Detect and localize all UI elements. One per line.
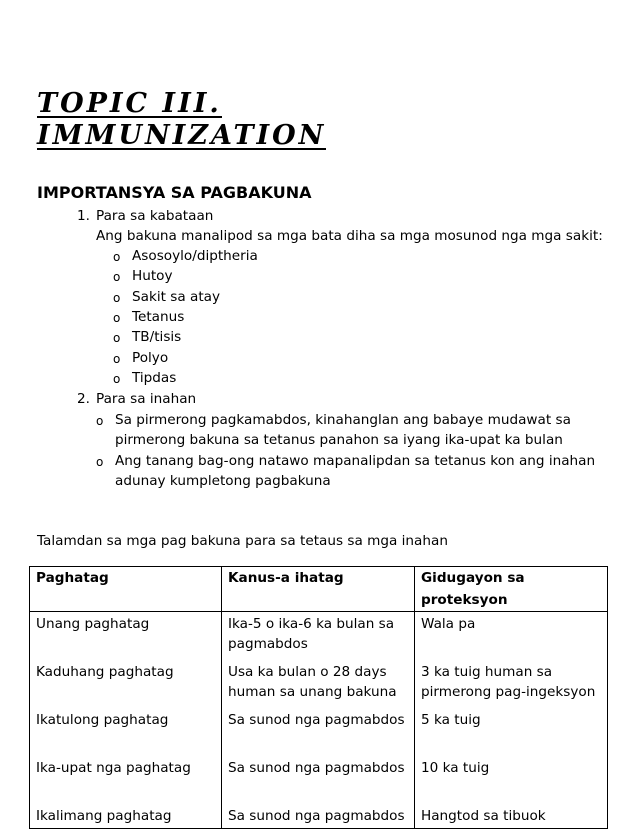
topic-title xyxy=(37,90,597,150)
list-item-continuation: pirmerong bakuna sa tetanus panahon sa iyang ika-upat ka bulan xyxy=(115,432,563,448)
table-row xyxy=(30,708,608,756)
immunization-table xyxy=(29,566,608,829)
column-header: Kanus-a ihatag xyxy=(222,567,415,612)
list-item-continuation: adunay kumpletong pagbakuna xyxy=(115,473,331,489)
table-cell xyxy=(30,804,222,829)
cell-line: Sa sunod nga pagmabdos xyxy=(228,808,405,824)
cell-line: pagmabdos xyxy=(228,636,308,652)
table-cell xyxy=(415,756,608,804)
table-row xyxy=(30,612,608,661)
cell-line: human sa unang bakuna xyxy=(228,684,397,700)
list-item: TB/tisis xyxy=(132,329,182,345)
table-cell xyxy=(222,804,415,829)
column-header: Paghatag xyxy=(30,567,222,612)
table-row xyxy=(30,804,608,829)
table-row xyxy=(30,756,608,804)
cell-line xyxy=(36,730,215,750)
cell-line: Ikatulong paghatag xyxy=(36,712,169,728)
table-cell xyxy=(415,804,608,829)
bullet-marker: o xyxy=(113,331,121,345)
table-header-row xyxy=(30,567,608,612)
table-cell xyxy=(222,612,415,661)
bullet-marker: o xyxy=(96,414,104,428)
topic-title-line2: IMMUNIZATION xyxy=(37,120,327,151)
cell-line: Ika-5 o ika-6 ka bulan sa xyxy=(228,616,395,632)
list-item: Polyo xyxy=(132,350,169,366)
bullet-marker: o xyxy=(96,455,104,469)
list-item: Hutoy xyxy=(132,268,173,284)
cell-line xyxy=(228,778,408,798)
table-cell xyxy=(30,660,222,708)
table-row xyxy=(30,660,608,708)
table-cell xyxy=(30,612,222,661)
cell-line: Ika-upat nga paghatag xyxy=(36,760,191,776)
cell-line: 3 ka tuig human sa xyxy=(421,664,553,680)
cell-line: Ikalimang paghatag xyxy=(36,808,172,824)
cell-line xyxy=(36,778,215,798)
list-item: Ang tanang bag-ong natawo mapanalipdan sa tetanus kon ang inahan xyxy=(115,453,596,469)
table-cell xyxy=(415,612,608,661)
cell-line xyxy=(421,778,601,798)
cell-line: pirmerong pag-ingeksyon xyxy=(421,684,596,700)
list-item: Tipdas xyxy=(132,370,177,386)
bullet-marker: o xyxy=(113,352,121,366)
cell-line xyxy=(228,730,408,750)
bullet-marker: o xyxy=(113,270,121,284)
cell-line xyxy=(421,730,601,750)
cell-line: Unang paghatag xyxy=(36,616,150,632)
cell-line: Sa sunod nga pagmabdos xyxy=(228,760,405,776)
bullet-marker: o xyxy=(113,250,121,264)
cell-line: Sa sunod nga pagmabdos xyxy=(228,712,405,728)
cell-line: 5 ka tuig xyxy=(421,712,481,728)
section2-title: Para sa inahan xyxy=(96,391,197,407)
cell-line: Wala pa xyxy=(421,616,476,632)
table-cell xyxy=(222,756,415,804)
table-cell xyxy=(222,660,415,708)
list-item: Asosoylo/diptheria xyxy=(132,248,258,264)
list-item: Sakit sa atay xyxy=(132,289,221,305)
list-item: Tetanus xyxy=(132,309,185,325)
cell-line: 10 ka tuig xyxy=(421,760,490,776)
cell-line: Hangtod sa tibuok xyxy=(421,808,546,824)
table-cell xyxy=(30,708,222,756)
section1-title: Para sa kabataan xyxy=(96,208,214,224)
list-number-2: 2. xyxy=(77,391,90,407)
cell-line: Usa ka bulan o 28 days xyxy=(228,664,387,680)
table-caption: Talamdan sa mga pag bakuna para sa tetaus sa mga inahan xyxy=(37,533,448,549)
cell-line xyxy=(36,682,215,702)
bullet-marker: o xyxy=(113,291,121,305)
cell-line xyxy=(36,634,215,654)
list-number-1: 1. xyxy=(77,208,90,224)
topic-title-line1: TOPIC III. xyxy=(37,88,222,119)
cell-line: Kaduhang paghatag xyxy=(36,664,174,680)
bullet-marker: o xyxy=(113,311,121,325)
list-item: Sa pirmerong pagkamabdos, kinahanglan ang babaye mudawat sa xyxy=(115,412,571,428)
section1-intro: Ang bakuna manalipod sa mga bata diha sa mga mosunod nga mga sakit: xyxy=(96,228,603,244)
table-cell xyxy=(222,708,415,756)
table-cell xyxy=(415,660,608,708)
table-cell xyxy=(415,708,608,756)
table-cell xyxy=(30,756,222,804)
column-header: Gidugayon sa proteksyon xyxy=(415,567,608,612)
section-heading: IMPORTANSYA SA PAGBAKUNA xyxy=(37,183,312,202)
bullet-marker: o xyxy=(113,372,121,386)
cell-line xyxy=(421,634,601,654)
